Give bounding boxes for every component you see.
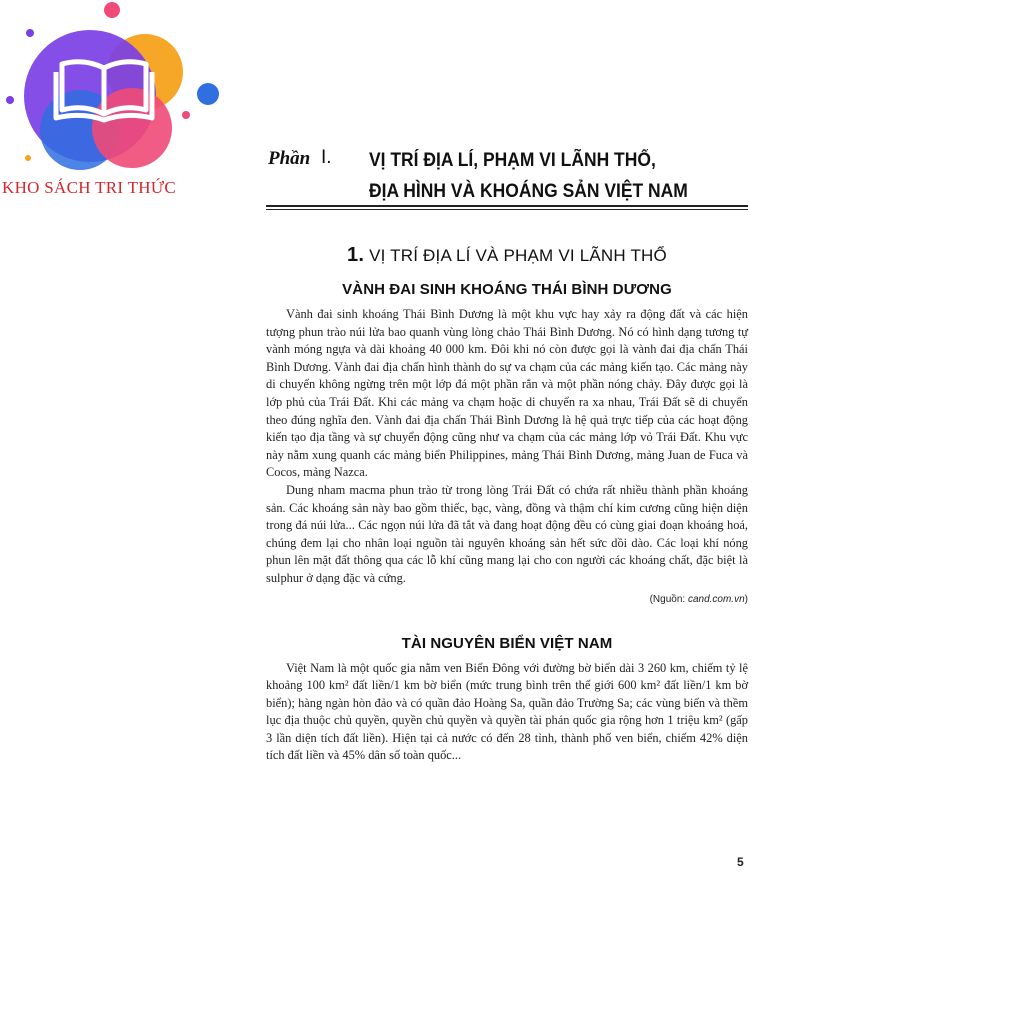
header-rule-thick (266, 205, 748, 207)
logo-dot-purple-small (6, 96, 14, 104)
logo-dot-purple (26, 29, 34, 37)
logo-dot-pink-small (182, 111, 190, 119)
brand-logo (0, 0, 230, 210)
brand-name: KHO SÁCH TRI THỨC (2, 178, 176, 197)
source-suffix: ) (744, 593, 748, 605)
logo-graphic (0, 0, 230, 180)
logo-dot-pink (104, 2, 120, 18)
article-2-title: TÀI NGUYÊN BIỂN VIỆT NAM (401, 634, 613, 652)
section-title (266, 244, 748, 267)
source-prefix: (Nguồn: (649, 593, 688, 605)
part-header (266, 140, 748, 206)
part-title-line-1: VỊ TRÍ ĐỊA LÍ, PHẠM VI LÃNH THỔ, (369, 150, 656, 171)
page-number: 5 (737, 855, 744, 869)
part-label: Phần (268, 148, 311, 169)
section-number: 1. (347, 244, 365, 266)
article-1-source (266, 594, 748, 605)
article-1-title: VÀNH ĐAI SINH KHOÁNG THÁI BÌNH DƯƠNG (342, 281, 672, 298)
article-2-paragraph-1: Việt Nam là một quốc gia nằm ven Biển Đông với đường bờ biển dài 3 260 km, chiếm tỷ lệ khoảng 100 km² đất liền/1 km bờ biển (mức trung bình trên thế giới 600 km² đất liền/1 km bờ biển); hàng ngàn hòn đảo và có quần đảo Hoàng Sa, quần đảo Trường Sa; các vùng biển và thềm lục địa thuộc chủ quyền, quyền chủ quyền và quyền tài phán quốc gia rộng hơn 1 triệu km² (gấp 3 lần diện tích đất liền). Hiện tại cả nước có đến 28 tỉnh, thành phố ven biển, chiếm 42% diện tích đất liền và 45% dân số toàn quốc... (266, 660, 748, 763)
book-page (266, 140, 748, 765)
part-number: I. (321, 147, 332, 168)
part-title-line-2: ĐỊA HÌNH VÀ KHOÁNG SẢN VIỆT NAM (369, 181, 688, 202)
source-site: cand.com.vn (687, 593, 745, 605)
article-1-paragraph-1: Vành đai sinh khoáng Thái Bình Dương là một khu vực hay xảy ra động đất và các hiện tượng phun trào núi lửa bao quanh vùng lòng chảo Thái Bình Dương. Nó có hình dạng tương tự vành móng ngựa và dài khoảng 40 000 km. Đôi khi nó còn được gọi là vành đai địa chấn Thái Bình Dương. Vành đai địa chấn hình thành do sự va chạm của các mảng kiến tạo. Các mảng này di chuyển không ngừng trên một lớp đá một phần rắn và một phần nóng chảy. Đây được gọi là lớp phủ của Trái Đất. Khi các mảng va chạm hoặc di chuyển ra xa nhau, Trái Đất sẽ di chuyển theo đúng nghĩa đen. Vành đai địa chấn Thái Bình Dương là hệ quả trực tiếp của các hoạt động kiến tạo địa tầng và sự chuyển động cũng như va chạm của các mảng lớp vỏ Trái Đất. Khu vực này nằm xung quanh các mảng biển Philippines, mảng Thái Bình Dương, mảng Juan de Fuca và Cocos, mảng Nazca. (266, 307, 748, 480)
logo-dot-orange (25, 155, 31, 161)
part-title (369, 145, 688, 207)
article-1-paragraph-2: Dung nham macma phun trào từ trong lòng Trái Đất có chứa rất nhiều thành phần khoáng sản. Các khoáng sản này bao gồm thiếc, bạc, vàng, đồng và thậm chí kim cương cũng hiện diện trong đá núi lửa... Các ngọn núi lửa đã tắt và đang hoạt động đều có cùng giai đoạn khoáng hoá, chúng đem lại cho nhân loại nguồn tài nguyên khoáng sản hết sức dồi dào. Các loại khí nóng phun lên mặt đất thông qua các lỗ khí cũng mang lại cho con người các khoáng chất, đặc biệt là sulphur ở dạng đặc và cứng. (266, 482, 748, 585)
logo-dot-blue (197, 83, 219, 105)
header-rule-thin (266, 209, 748, 210)
section-title-text: VỊ TRÍ ĐỊA LÍ VÀ PHẠM VI LÃNH THỔ (369, 246, 667, 265)
